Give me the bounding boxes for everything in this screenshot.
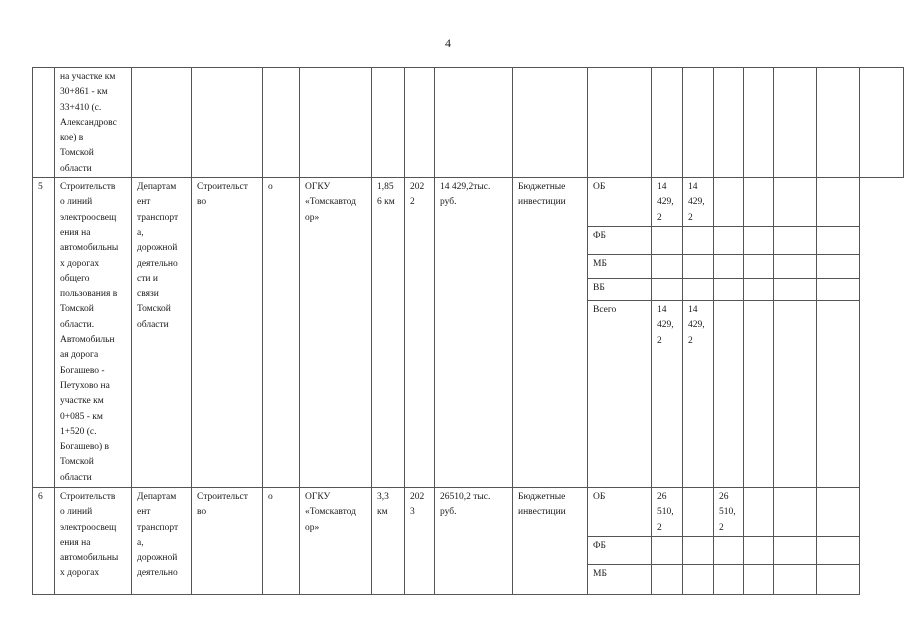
- cell-amount: [744, 278, 774, 300]
- cell-amount: [714, 300, 744, 487]
- cell-amount: [817, 278, 860, 300]
- cell-amount: [652, 254, 683, 278]
- table-row: [33, 68, 904, 178]
- cell-amount: 26 510, 2: [652, 487, 683, 536]
- cell-amount: [683, 254, 714, 278]
- cell-amount: [817, 178, 860, 227]
- cell-mark: о: [263, 178, 300, 488]
- cell-amount: [744, 564, 774, 594]
- cell-amount: [683, 487, 714, 536]
- cell-amount: [774, 226, 817, 254]
- cell-amount: [744, 300, 774, 487]
- cell-type: Строительст во: [192, 487, 263, 594]
- cell-budget-source: ОБ: [588, 178, 652, 227]
- cell-amount: [817, 300, 860, 487]
- cell-amount: [817, 564, 860, 594]
- cell-customer: ОГКУ «Томскавтод ор»: [300, 178, 372, 488]
- cell-object-name: Строительств о линий электроосвещ ения на автомобильны х дорогах: [55, 487, 132, 594]
- cell-budget-source: ОБ: [588, 487, 652, 536]
- cell-amount: 14 429, 2: [683, 300, 714, 487]
- cell-amount: [774, 487, 817, 536]
- cell-budget-source: ФБ: [588, 536, 652, 564]
- cell-department: Департам ент транспорт а, дорожной деятельно: [132, 487, 192, 594]
- cell-amount: [817, 536, 860, 564]
- cell-budget-source: МБ: [588, 564, 652, 594]
- cell-amount: [817, 226, 860, 254]
- cell-amount: [714, 254, 744, 278]
- cell-object-name: на участке км 30+861 - км 33+410 (с. Александровс кое) в Томской области: [55, 68, 132, 178]
- cell-cost: 26510,2 тыс. руб.: [435, 487, 513, 594]
- cell-amount: [774, 564, 817, 594]
- cell-amount: 14 429, 2: [652, 178, 683, 227]
- cell-amount: [774, 178, 817, 227]
- cell-type: Строительст во: [192, 178, 263, 488]
- cell-num: 5: [33, 178, 55, 488]
- table-row: [33, 178, 904, 227]
- cell-amount: [817, 254, 860, 278]
- cell-capacity: 3,3 км: [372, 487, 405, 594]
- cell-capacity: 1,85 6 км: [372, 178, 405, 488]
- cell-amount: [744, 536, 774, 564]
- cell-amount: [714, 564, 744, 594]
- cell-year: 202 3: [405, 487, 435, 594]
- cell-amount: [652, 536, 683, 564]
- cell-budget-source: ВБ: [588, 278, 652, 300]
- cell-object-name: Строительств о линий электроосвещ ения на автомобильны х дорогах общего пользования в Томской области. Автомобильн ая дорога Богашево - Петухово на участке км 0+085 - км 1+520 (с. Богашево) в Томской области: [55, 178, 132, 488]
- cell-amount: [774, 300, 817, 487]
- cell-amount: [774, 278, 817, 300]
- cell-amount: [714, 536, 744, 564]
- cell-amount: [652, 226, 683, 254]
- cell-amount: [714, 278, 744, 300]
- cell-amount: [744, 178, 774, 227]
- cell-amount: [744, 226, 774, 254]
- cell-budget-source: МБ: [588, 254, 652, 278]
- cell-year: 202 2: [405, 178, 435, 488]
- page-number: 4: [445, 36, 451, 50]
- cell-budget-source: Всего: [588, 300, 652, 487]
- cell-amount: [744, 254, 774, 278]
- cell-amount: [652, 278, 683, 300]
- table-row: [33, 487, 904, 536]
- cell-amount: 14 429, 2: [652, 300, 683, 487]
- cell-investment-type: Бюджетные инвестиции: [513, 487, 588, 594]
- cell-budget-source: ФБ: [588, 226, 652, 254]
- cell-amount: [774, 536, 817, 564]
- cell-amount: [714, 226, 744, 254]
- cell-amount: [652, 564, 683, 594]
- cell-amount: [683, 226, 714, 254]
- cell-num: [33, 68, 55, 178]
- cell-num: 6: [33, 487, 55, 594]
- cell-investment-type: Бюджетные инвестиции: [513, 178, 588, 488]
- investment-table: [32, 67, 904, 595]
- cell-customer: ОГКУ «Томскавтод ор»: [300, 487, 372, 594]
- cell-amount: [774, 254, 817, 278]
- cell-amount: [714, 178, 744, 227]
- cell-amount: [683, 278, 714, 300]
- cell-amount: [683, 536, 714, 564]
- cell-department: Департам ент транспорт а, дорожной деятельно сти и связи Томской области: [132, 178, 192, 488]
- cell-amount: [744, 487, 774, 536]
- cell-cost: 14 429,2тыс. руб.: [435, 178, 513, 488]
- cell-amount: 14 429, 2: [683, 178, 714, 227]
- cell-amount: [683, 564, 714, 594]
- cell-amount: 26 510, 2: [714, 487, 744, 536]
- cell-mark: о: [263, 487, 300, 594]
- cell-amount: [817, 487, 860, 536]
